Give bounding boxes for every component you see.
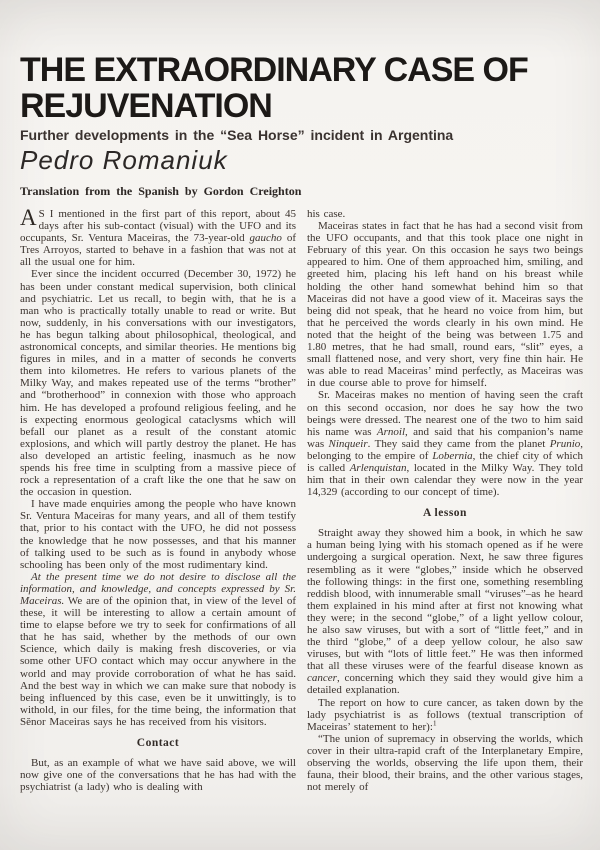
emphasized-text: Arnoil bbox=[376, 425, 406, 438]
emphasized-text: Ninqueir bbox=[328, 437, 368, 450]
paragraph bbox=[307, 733, 583, 793]
paragraph bbox=[20, 757, 296, 793]
left-column bbox=[20, 205, 296, 794]
emphasized-text: cancer bbox=[307, 672, 337, 685]
body-text: But, as an example of what we have said above, we will now give one of the conversations that he has had with the psychiatrist (a lady) who is dealing with bbox=[20, 757, 296, 794]
paragraph bbox=[307, 697, 583, 733]
body-text: The report on how to cure cancer, as taken down by the lady psychiatrist is as follows (textual transcription of Maceiras’ statement to her): bbox=[307, 696, 583, 733]
body-text: S I mentioned in the first part of this report, about 45 days after his sub-contact (visual) with the UFO and its occupants, Sr. Ventura Maceiras, the 73-year-old bbox=[20, 208, 296, 245]
right-column bbox=[307, 208, 583, 793]
article-title bbox=[20, 52, 583, 124]
emphasized-text: At the present time we do not desire to disclose all the information, and knowledge, and concepts expressed by Sr. Maceiras. bbox=[20, 570, 296, 607]
body-text: “The union of supremacy in observing the worlds, which cover in their ultra-rapid craft of the Interplanetary Empire, observing the worlds, observing the life upon them, their fauna, their blood, their brains, and the other various stages, not merely of bbox=[307, 732, 583, 794]
paragraph bbox=[307, 527, 583, 696]
body-text: Sr. Maceiras makes no mention of having seen the craft on this second occasion, nor does he say how the two beings were dressed. The nearest one of the two to him said his name was bbox=[307, 389, 583, 438]
body-text: . They said they came from the planet bbox=[367, 437, 550, 450]
body-text: , concerning which they said they would give him a detailed explanation. bbox=[307, 672, 583, 697]
body-text: We are of the opinion that, in view of the level of these, it will be interesting to allow a certain amount of time to elapse before we try to seek for confirmations of all that he has said, whether by the methods of our own Science, which daily is making fresh discoveries, or via some other UFO contact which may occur anywhere in the world and may provide corroboration of what he has said. And the best way in which we can make sure that nobody is being influenced by this case, even be it unwittingly, is to withold, in our files, for the time being, the information that Sĕnor Maceiras says he has received from his visitors. bbox=[20, 595, 296, 728]
emphasized-text: Arlenquistan bbox=[349, 461, 407, 474]
article-title-line2: REJUVENATION bbox=[20, 87, 272, 125]
section-heading: A lesson bbox=[423, 507, 467, 520]
body-text: his case. bbox=[307, 208, 346, 220]
body-text: I have made enquiries among the people who have known Sr. Ventura Maceiras for many years, and all of them testify that, prior to his contact with the UFO, he did not possess the knowledge that he now possesses, and that his manner of talking used to be such as is found in anybody whose schooling has been only of the most rudimentary kind. bbox=[20, 498, 296, 571]
body-text: , located in the Milky Way. They told him that in their own calendar they were now in the year 14,329 (according to our concept of time). bbox=[307, 461, 583, 499]
article-author: Pedro Romaniuk bbox=[20, 145, 228, 175]
paragraph bbox=[20, 498, 296, 571]
translation-credit: Translation from the Spanish by Gordon Creighton bbox=[20, 184, 302, 198]
body-text: , and said that his companion’s name was bbox=[307, 425, 584, 450]
article-body bbox=[20, 205, 584, 794]
paragraph bbox=[20, 571, 296, 728]
paragraph bbox=[307, 208, 583, 220]
article-header bbox=[20, 52, 583, 199]
drop-cap: A bbox=[20, 205, 37, 230]
body-text: Ever since the incident occurred (December 30, 1972) he has been under constant medical supervision, both clinical and psychiatric. Let us recall, to begin with, that he is a man who is practically totally unable to read or write. But now, suddenly, in his conversations with our investigators, he has begun talking about philosophical, theological, and astronomical concepts, and similar theories. He mentions big figures in miles, and in a matter of seconds he converts them into kilometres. He refers to various planets of the Milky Way, and makes repeated use of the terms “brother” and “brotherhood” in connexion with those who approach him. He has developed a profound religious feeling, and he is expecting enormous geological cataclysms which will befall our planet as a result of the constant atomic explosions, and which will partly destroy the planet. He has also developed an artistic feeling, inasmuch as he now spends his free time in sculpting from a massive piece of rock a representation of a craft like the one that he saw on the occasion in question. bbox=[20, 268, 296, 499]
body-text: of Tres Arroyos, started to behave in a fashion that was not at all the usual one for him. bbox=[20, 232, 296, 269]
footnote-marker: 1 bbox=[432, 718, 437, 728]
emphasized-text: Prunio bbox=[549, 437, 581, 450]
emphasized-text: gaucho bbox=[249, 232, 282, 245]
paragraph bbox=[20, 205, 296, 269]
body-text: Maceiras states in fact that he has had a second visit from the UFO occupants, and that this took place one night in February of this year. On this occasion he says two beings appeared to him. One of them approached him, smiling, and greeted him, placing his left hand on his breast while holding the other hand somewhat behind him so that Maceiras did not have a good view of it. Maceiras says the being did not speak, that he heard no voice from him, but that he perceived the words clearly in his own mind. He noted that the height of the being was between 1.75 and 1.80 metres, that he had small, round ears, “slit” eyes, a small flattened nose, and very short, very fine thin hair. He was able to read Maceiras’ mind perfectly, as Maceiras was in due course able to prove for himself. bbox=[307, 220, 583, 390]
emphasized-text: Lobernia bbox=[432, 449, 473, 462]
article-subtitle: Further developments in the “Sea Horse” incident in Argentina bbox=[20, 127, 454, 143]
body-text: , the chief city of which is called bbox=[307, 449, 583, 474]
paragraph bbox=[20, 268, 296, 498]
article-title-line1: THE EXTRAORDINARY CASE OF bbox=[20, 51, 528, 89]
body-text: , belonging to the empire of bbox=[307, 437, 583, 462]
paragraph bbox=[307, 389, 583, 498]
section-heading: Contact bbox=[136, 737, 180, 750]
body-text: Straight away they showed him a book, in which he saw a human being lying with his stomach opened as if he were undergoing a surgical operation. Next, he saw three figures resembling as it were “globes,” inside which he observed the following things: in the first one, something resembling reddish blood, with innumerable small “viruses”–as he heard them explained in his mind after at first not knowing what they were; in the second “globe,” of a light yellow colour, he also saw viruses, but with a sort of “little feet,” and in the third “globe,” of a deep yellow colour, he also saw viruses, but with “lots of little feet.” He was then informed that all these viruses were of the fearful disease known as bbox=[307, 527, 583, 673]
paragraph bbox=[307, 220, 583, 389]
